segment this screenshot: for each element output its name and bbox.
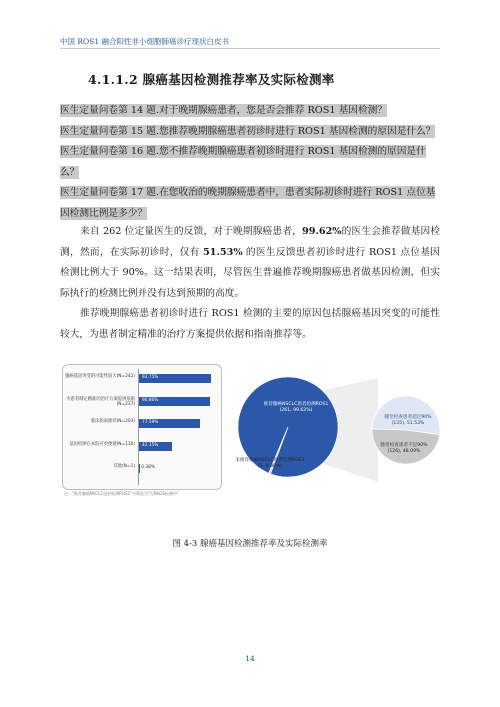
- bar-track: [139, 419, 217, 428]
- bar-category-label: 临床指南推荐(N=203): [90, 419, 135, 424]
- bar-category-label: 为患者制定精准的治疗方案提供依据(N=237): [66, 396, 135, 407]
- bar-row: [63, 396, 221, 412]
- bar-value-label: 42.15%: [142, 442, 159, 448]
- question-line: 医生定量问卷第 16 题.您不推荐晚期腺癌患者初诊时进行 ROS1 基因检测的原因是什: [60, 146, 426, 157]
- figure-caption: 图 4-3 腺癌基因检测推荐率及实际检测率: [172, 539, 328, 549]
- bar-value-label: 90.80%: [142, 397, 159, 403]
- body-paragraph-reasons: 推荐晚期腺癌患者初诊时进行 ROS1 检测的主要的原因包括腺癌基因突变的可能性较大，为患者制定精准的治疗方案提供依据和指南推荐等。: [60, 308, 440, 340]
- bar-value-label: 0.38%: [141, 465, 155, 470]
- bar-row: [63, 441, 221, 457]
- bar-track: [139, 442, 217, 451]
- survey-question-16: [60, 142, 440, 163]
- bar-category-label: 基因检测在本院可更便捷(N=110): [69, 441, 135, 447]
- paragraph-text: 来自 262 位定量医生的反馈，对于晚期腺癌患者，: [80, 226, 302, 237]
- page-number: 14: [245, 654, 255, 663]
- bar-category-label: 腺癌基因突变的可能性较大(N=242): [65, 374, 135, 379]
- survey-question-17-cont: [60, 204, 440, 225]
- sub-pie-label: 随堂检查患者不足90% (126), 48.09%: [380, 443, 428, 454]
- question-line: 医生定量问卷第 17 题.在您收治的晚期腺癌患者中，患者实际初诊时进行 ROS1 点位基: [60, 187, 436, 198]
- pie-main-group: [235, 377, 338, 477]
- figure-chart: [58, 360, 442, 500]
- survey-question-16-cont: [60, 163, 440, 184]
- question-line: 医生定量问卷第 14 题.对于晚期腺癌患者，您是否会推荐 ROS1 基因检测？: [60, 105, 388, 116]
- bar-track: [139, 464, 217, 473]
- bar-category-label: 其他(N=1): [113, 464, 135, 469]
- section-title: 4.1.1.2 腺癌基因检测推荐率及实际检测率: [88, 72, 335, 87]
- running-header: 中国 ROS1 融合阳性非小细胞肺癌诊疗现状白皮书: [60, 37, 229, 46]
- pie-chart: [228, 360, 442, 500]
- bar-track: [139, 374, 217, 383]
- bar-value-label: 77.59%: [142, 420, 159, 425]
- pie-slice-label: 未推荐腺癌NSCLC患者检测ROS1 (1, 0.38%): [235, 458, 305, 469]
- bar-row: [63, 463, 221, 479]
- survey-question-17: [60, 183, 440, 204]
- bar-row: [63, 373, 221, 389]
- pie-slice-label: 推荐腺癌NSCLC患者检测ROS1 (261, 99.62%): [263, 402, 329, 413]
- question-line: 医生定量问卷第 15 题.您推荐晚期腺癌患者初诊时进行 ROS1 基因检测的原因是什么？: [60, 125, 436, 137]
- bar-row: [63, 418, 221, 434]
- bar-value-label: 92.75%: [142, 375, 159, 380]
- question-line: 因检测比例是多少？: [60, 207, 148, 219]
- header-rule: [60, 48, 440, 49]
- highlight-percent: 99.62%: [301, 226, 342, 237]
- chart-note: 注："推荐腺癌NSCLC患者检测ROS1"中筛选为"在NSGS检测中": [64, 491, 179, 496]
- highlight-percent: 51.53%: [203, 246, 243, 258]
- paragraph-text: 的医生反馈患者初诊时进行 ROS1 点位基因检测比例大于 90%。这一结果表明，尽管医生普遍推荐晚期腺癌患者做基因检测，但实际执行的检测比例并没有达到预期的高度。: [60, 246, 440, 299]
- question-line: 么？: [60, 166, 80, 178]
- survey-question-14: [60, 101, 440, 122]
- bar-track: [139, 397, 217, 406]
- paragraph-text: 的医生会推荐做基因检测，然而，在实际初诊时，仅有: [60, 226, 441, 258]
- survey-question-15: [60, 122, 440, 143]
- pie-sub-group: [372, 396, 440, 464]
- bar-chart-panel: [62, 364, 222, 490]
- sub-pie-label: 随堂检查患者超过90% (135), 51.53%: [384, 415, 432, 426]
- body-paragraph-findings: [60, 222, 440, 304]
